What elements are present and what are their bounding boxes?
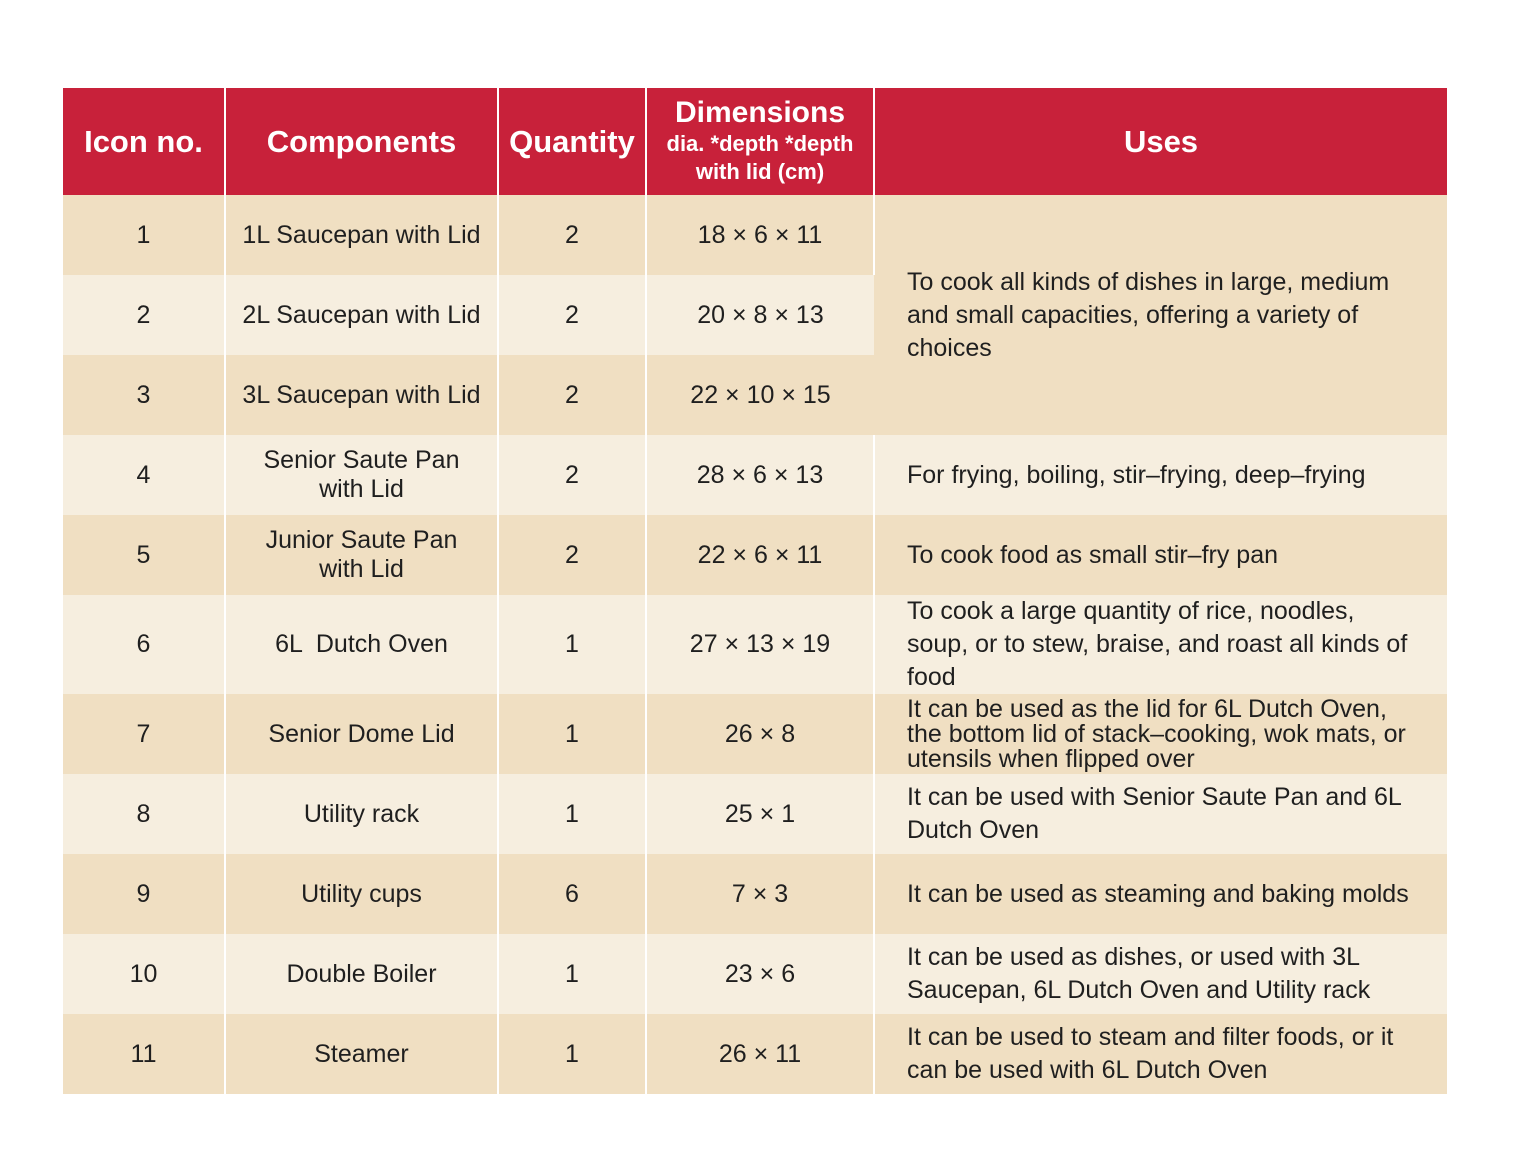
cell-uses-merged: To cook all kinds of dishes in large, medium and small capacities, offering a variety of choices xyxy=(874,195,1447,435)
cell-dimensions: 26 × 11 xyxy=(646,1014,874,1094)
cell-quantity: 1 xyxy=(498,595,646,694)
cell-dimensions: 25 × 1 xyxy=(646,774,874,854)
header-components: Components xyxy=(225,88,498,195)
table-row xyxy=(63,934,1447,1014)
cell-component-line2: with Lid xyxy=(319,555,404,583)
cell-uses: For frying, boiling, stir–frying, deep–frying xyxy=(874,435,1447,515)
table-header xyxy=(63,88,1447,195)
header-dimensions-sub1: dia. *depth *depth xyxy=(666,131,854,156)
cell-quantity: 6 xyxy=(498,854,646,934)
cell-dimensions: 18 × 6 × 11 xyxy=(646,195,874,275)
cell-component: Double Boiler xyxy=(225,934,498,1014)
cell-icon-no: 4 xyxy=(63,435,225,515)
cell-component: Senior Dome Lid xyxy=(225,694,498,774)
cell-uses: It can be used as the lid for 6L Dutch Oven, the bottom lid of stack–cooking, wok mats, or utensils when flipped over xyxy=(874,694,1447,774)
cell-quantity: 2 xyxy=(498,515,646,595)
cell-component: Steamer xyxy=(225,1014,498,1094)
table-row xyxy=(63,515,1447,595)
components-table-wrapper xyxy=(63,88,1447,1094)
cell-icon-no: 2 xyxy=(63,275,225,355)
cell-quantity: 1 xyxy=(498,694,646,774)
cell-dimensions: 22 × 10 × 15 xyxy=(646,355,874,435)
cell-component: Utility cups xyxy=(225,854,498,934)
cell-quantity: 2 xyxy=(498,435,646,515)
table-body xyxy=(63,195,1447,1094)
cell-uses: It can be used as steaming and baking molds xyxy=(874,854,1447,934)
cell-component: 3L Saucepan with Lid xyxy=(225,355,498,435)
cell-quantity: 1 xyxy=(498,934,646,1014)
cell-component: 6L Dutch Oven xyxy=(225,595,498,694)
table-row xyxy=(63,854,1447,934)
cell-dimensions: 22 × 6 × 11 xyxy=(646,515,874,595)
cell-dimensions: 26 × 8 xyxy=(646,694,874,774)
header-dimensions-title: Dimensions xyxy=(674,96,846,129)
cell-uses: It can be used as dishes, or used with 3L Saucepan, 6L Dutch Oven and Utility rack xyxy=(874,934,1447,1014)
header-uses: Uses xyxy=(874,88,1447,195)
table-row xyxy=(63,435,1447,515)
cell-icon-no: 11 xyxy=(63,1014,225,1094)
cell-component: 1L Saucepan with Lid xyxy=(225,195,498,275)
cell-dimensions: 28 × 6 × 13 xyxy=(646,435,874,515)
cell-icon-no: 3 xyxy=(63,355,225,435)
cell-uses: It can be used with Senior Saute Pan and 6L Dutch Oven xyxy=(874,774,1447,854)
header-dimensions xyxy=(646,88,874,195)
table-row xyxy=(63,694,1447,774)
table-row xyxy=(63,595,1447,694)
cell-component-line1: Senior Saute Pan xyxy=(263,446,460,475)
cell-icon-no: 7 xyxy=(63,694,225,774)
cell-quantity: 2 xyxy=(498,195,646,275)
cell-icon-no: 9 xyxy=(63,854,225,934)
cell-uses: To cook a large quantity of rice, noodles, soup, or to stew, braise, and roast all kinds of food xyxy=(874,595,1447,694)
components-table xyxy=(63,88,1447,1094)
cell-dimensions: 20 × 8 × 13 xyxy=(646,275,874,355)
cell-quantity: 2 xyxy=(498,275,646,355)
cell-quantity: 1 xyxy=(498,1014,646,1094)
table-row xyxy=(63,774,1447,854)
cell-icon-no: 5 xyxy=(63,515,225,595)
header-row xyxy=(63,88,1447,195)
cell-uses: It can be used to steam and filter foods, or it can be used with 6L Dutch Oven xyxy=(874,1014,1447,1094)
cell-icon-no: 1 xyxy=(63,195,225,275)
cell-quantity: 1 xyxy=(498,774,646,854)
cell-component-line2: with Lid xyxy=(319,475,404,503)
cell-uses: To cook food as small stir–fry pan xyxy=(874,515,1447,595)
header-icon-no: Icon no. xyxy=(63,88,225,195)
table-row xyxy=(63,195,1447,275)
cell-quantity: 2 xyxy=(498,355,646,435)
header-quantity: Quantity xyxy=(498,88,646,195)
cell-dimensions: 23 × 6 xyxy=(646,934,874,1014)
cell-component-line1: Junior Saute Pan xyxy=(265,526,458,555)
cell-component: Utility rack xyxy=(225,774,498,854)
header-dimensions-sub2: with lid (cm) xyxy=(695,158,825,184)
cell-icon-no: 10 xyxy=(63,934,225,1014)
cell-component: 2L Saucepan with Lid xyxy=(225,275,498,355)
cell-icon-no: 8 xyxy=(63,774,225,854)
cell-component xyxy=(225,435,498,515)
cell-icon-no: 6 xyxy=(63,595,225,694)
cell-dimensions: 7 × 3 xyxy=(646,854,874,934)
table-row xyxy=(63,1014,1447,1094)
cell-component xyxy=(225,515,498,595)
cell-dimensions: 27 × 13 × 19 xyxy=(646,595,874,694)
